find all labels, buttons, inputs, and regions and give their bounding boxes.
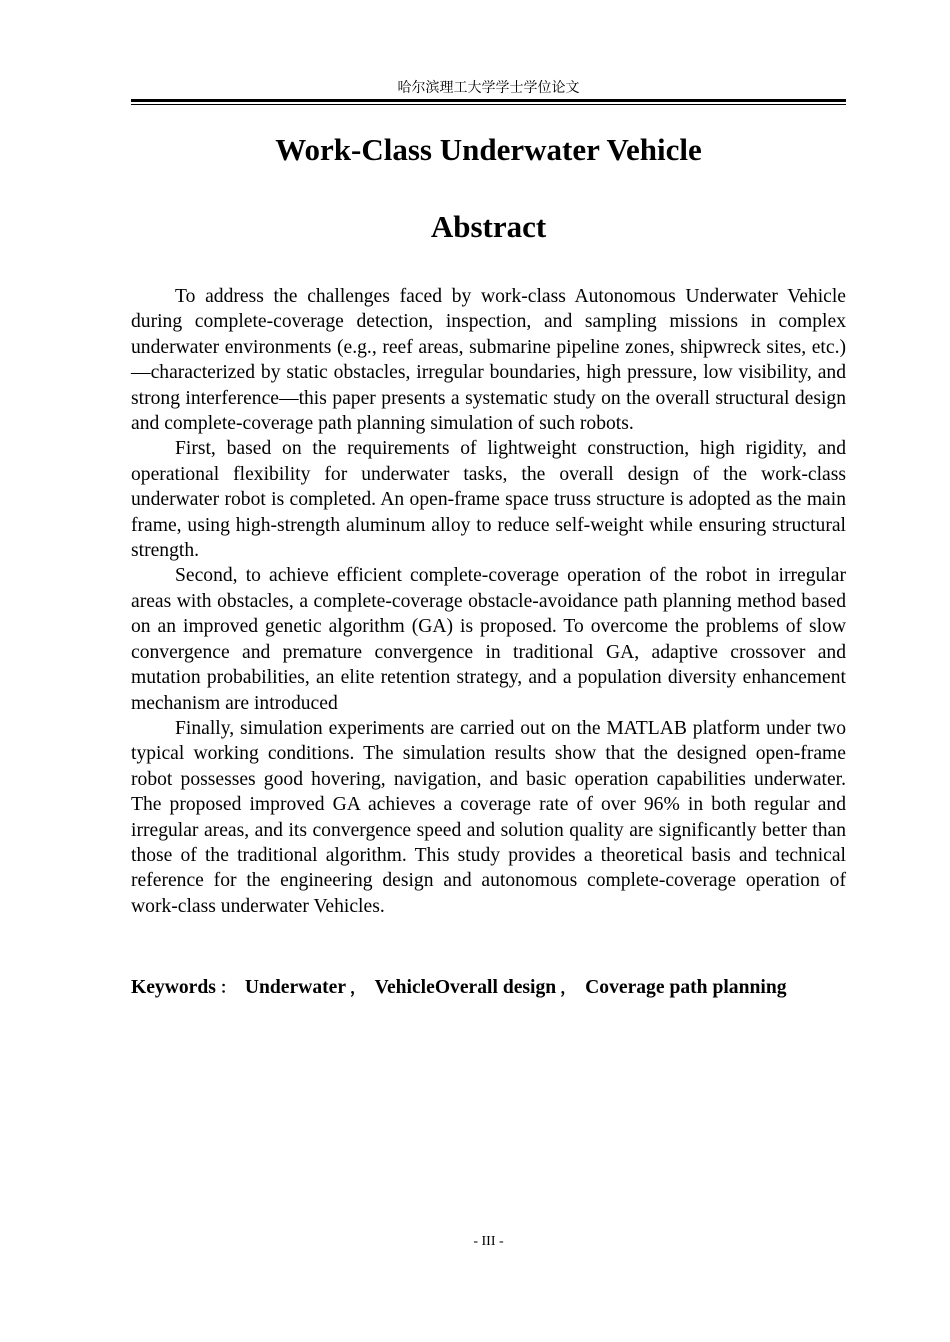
keyword-separator: ， [350, 978, 367, 997]
abstract-paragraph-4: Finally, simulation experiments are carried out on the MATLAB platform under two typical working conditions. The simulation results show that the designed open-frame robot possesses good hovering, navigation, and basic operation capabilities underwater. The proposed improved GA achieves a coverage rate of over 96% in both regular and irregular areas, and its convergence speed and solution quality are significantly better than those of the traditional algorithm. This study provides a theoretical basis and technical reference for the engineering design and autonomous complete-coverage operation of work-class underwater Vehicles. [131, 717, 846, 917]
header-rule-thin [131, 104, 846, 105]
abstract-paragraph-1: To address the challenges faced by work-class Autonomous Underwater Vehicle during complete-coverage detection, inspection, and sampling missions in complex underwater environments (e.g., reef areas, submarine pipeline zones, shipwreck sites, etc.)—characterized by static obstacles, irregular boundaries, high pressure, low visibility, and strong interference—this paper presents a systematic study on the overall structural design and complete-coverage path planning simulation of such robots. [131, 286, 846, 435]
running-header: 哈尔滨理工大学学士学位论文 [397, 80, 580, 96]
header-rule-thick [131, 99, 846, 102]
keyword-item: Underwater [244, 977, 347, 998]
abstract-heading: Abstract [430, 209, 547, 244]
document-title: Work-Class Underwater Vehicle [275, 132, 702, 167]
keyword-item: Coverage path planning [585, 977, 787, 998]
keyword-item: VehicleOverall design [374, 977, 557, 998]
keywords-line [131, 969, 846, 1007]
keyword-separator: ， [560, 978, 577, 997]
abstract-paragraph-3: Second, to achieve efficient complete-coverage operation of the robot in irregular areas with obstacles, a complete-coverage obstacle-avoidance path planning method based on an improved genetic algorithm (GA) is proposed. To overcome the problems of slow convergence and premature convergence in traditional GA, adaptive crossover and mutation probabilities, an elite retention strategy, and a population diversity enhancement mechanism are introduced [131, 565, 846, 714]
keywords-colon: ： [219, 978, 236, 997]
keywords-label: Keywords [131, 977, 216, 998]
abstract-paragraph-2: First, based on the requirements of lightweight construction, high rigidity, and operational flexibility for underwater tasks, the overall design of the work-class underwater robot is completed. An open-frame space truss structure is adopted as the main frame, using high-strength aluminum alloy to reduce self-weight while ensuring structural strength. [131, 438, 846, 562]
page-number: - III - [473, 1234, 504, 1249]
abstract-body [131, 284, 846, 919]
